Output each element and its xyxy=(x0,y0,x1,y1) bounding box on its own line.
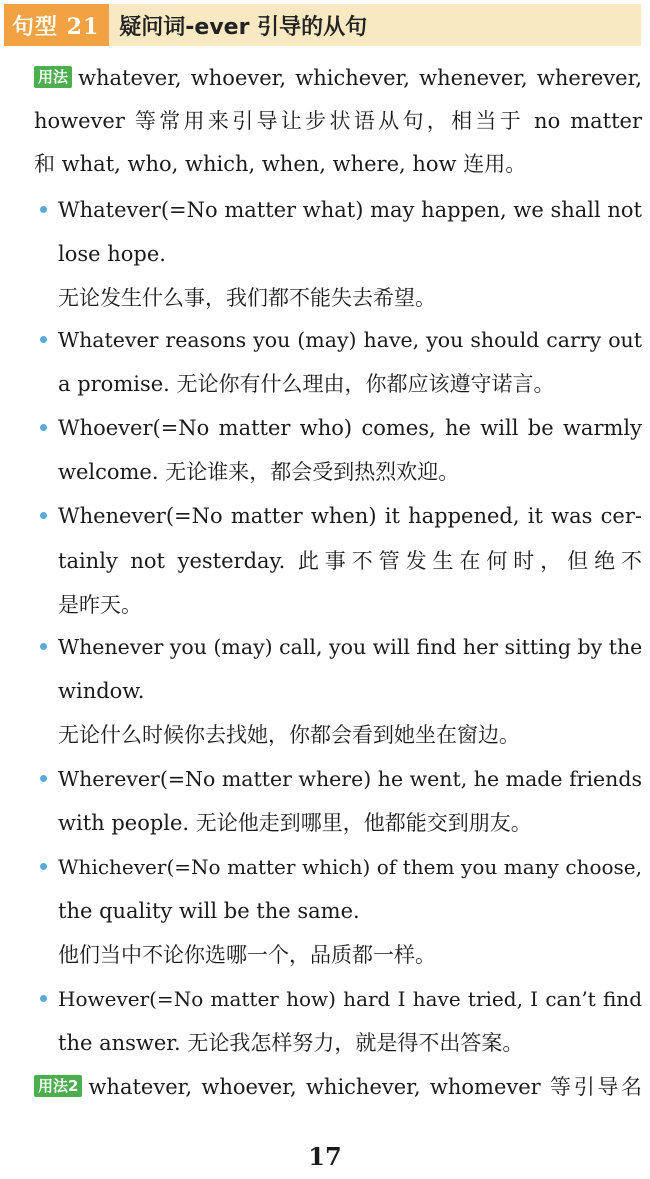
usage-tag: 用法 xyxy=(34,66,72,88)
example-3-line-1: Whoever(=No matter who) comes, he will be warmly xyxy=(58,416,642,440)
example-5-line-3: 无论什么时候你去找她，你都会看到她坐在窗边。 xyxy=(58,723,520,747)
bullet-icon xyxy=(40,995,47,1002)
bullet-icon xyxy=(40,863,47,870)
example-1-line-2: lose hope. xyxy=(58,242,166,266)
example-8-line-1: However(=No matter how) hard I have tried, I can’t find xyxy=(58,987,642,1011)
example-7-line-1: Whichever(=No matter which) of them you many choose, xyxy=(58,855,642,879)
bullet-icon xyxy=(40,775,47,782)
example-4-line-2: tainly not yesterday. 此事不管发生在何时，但绝不 xyxy=(58,549,642,573)
section-title-bar xyxy=(4,4,641,46)
section-title: 疑问词-ever 引导的从句 xyxy=(119,14,368,40)
usage-1-line-2: however 等常用来引导让步状语从句，相当于 no matter xyxy=(34,109,642,133)
usage-1-line-1 xyxy=(34,64,642,92)
bullet-icon xyxy=(40,336,47,343)
usage-2-line xyxy=(34,1073,642,1101)
example-7-line-2: the quality will be the same. xyxy=(58,899,360,923)
example-6-line-2: with people. 无论他走到哪里，他都能交到朋友。 xyxy=(58,811,532,835)
sentence-pattern-badge: 句型 21 xyxy=(4,4,109,46)
bullet-icon xyxy=(40,206,47,213)
example-7-line-3: 他们当中不论你选哪一个，品质都一样。 xyxy=(58,943,436,967)
example-1-line-3: 无论发生什么事，我们都不能失去希望。 xyxy=(58,286,436,310)
example-1-line-1: Whatever(=No matter what) may happen, we shall not xyxy=(58,198,642,222)
usage-2-tag: 用法2 xyxy=(34,1075,82,1097)
bullet-icon xyxy=(40,643,47,650)
example-5-line-1: Whenever you (may) call, you will find her sitting by the xyxy=(58,635,643,659)
usage-1-line-3: 和 what, who, which, when, where, how 连用。 xyxy=(34,152,527,176)
example-3-line-2: welcome. 无论谁来，都会受到热烈欢迎。 xyxy=(58,460,460,484)
example-4-line-3: 是昨天。 xyxy=(58,593,142,617)
example-8-line-2: the answer. 无论我怎样努力，就是得不出答案。 xyxy=(58,1031,524,1055)
example-4-line-1: Whenever(=No matter when) it happened, it was cer- xyxy=(58,504,642,528)
example-2-line-2: a promise. 无论你有什么理由，你都应该遵守诺言。 xyxy=(58,372,555,396)
example-2-line-1: Whatever reasons you (may) have, you should carry out xyxy=(58,328,642,352)
example-5-line-2: window. xyxy=(58,679,145,703)
page-number: 17 xyxy=(308,1142,342,1171)
bullet-icon xyxy=(40,512,47,519)
usage-1-text-1: whatever, whoever, whichever, whenever, wherever, xyxy=(78,66,642,90)
example-6-line-1: Wherever(=No matter where) he went, he made friends xyxy=(58,767,642,791)
usage-2-text: whatever, whoever, whichever, whomever 等引导名 xyxy=(88,1075,642,1099)
bullet-icon xyxy=(40,424,47,431)
